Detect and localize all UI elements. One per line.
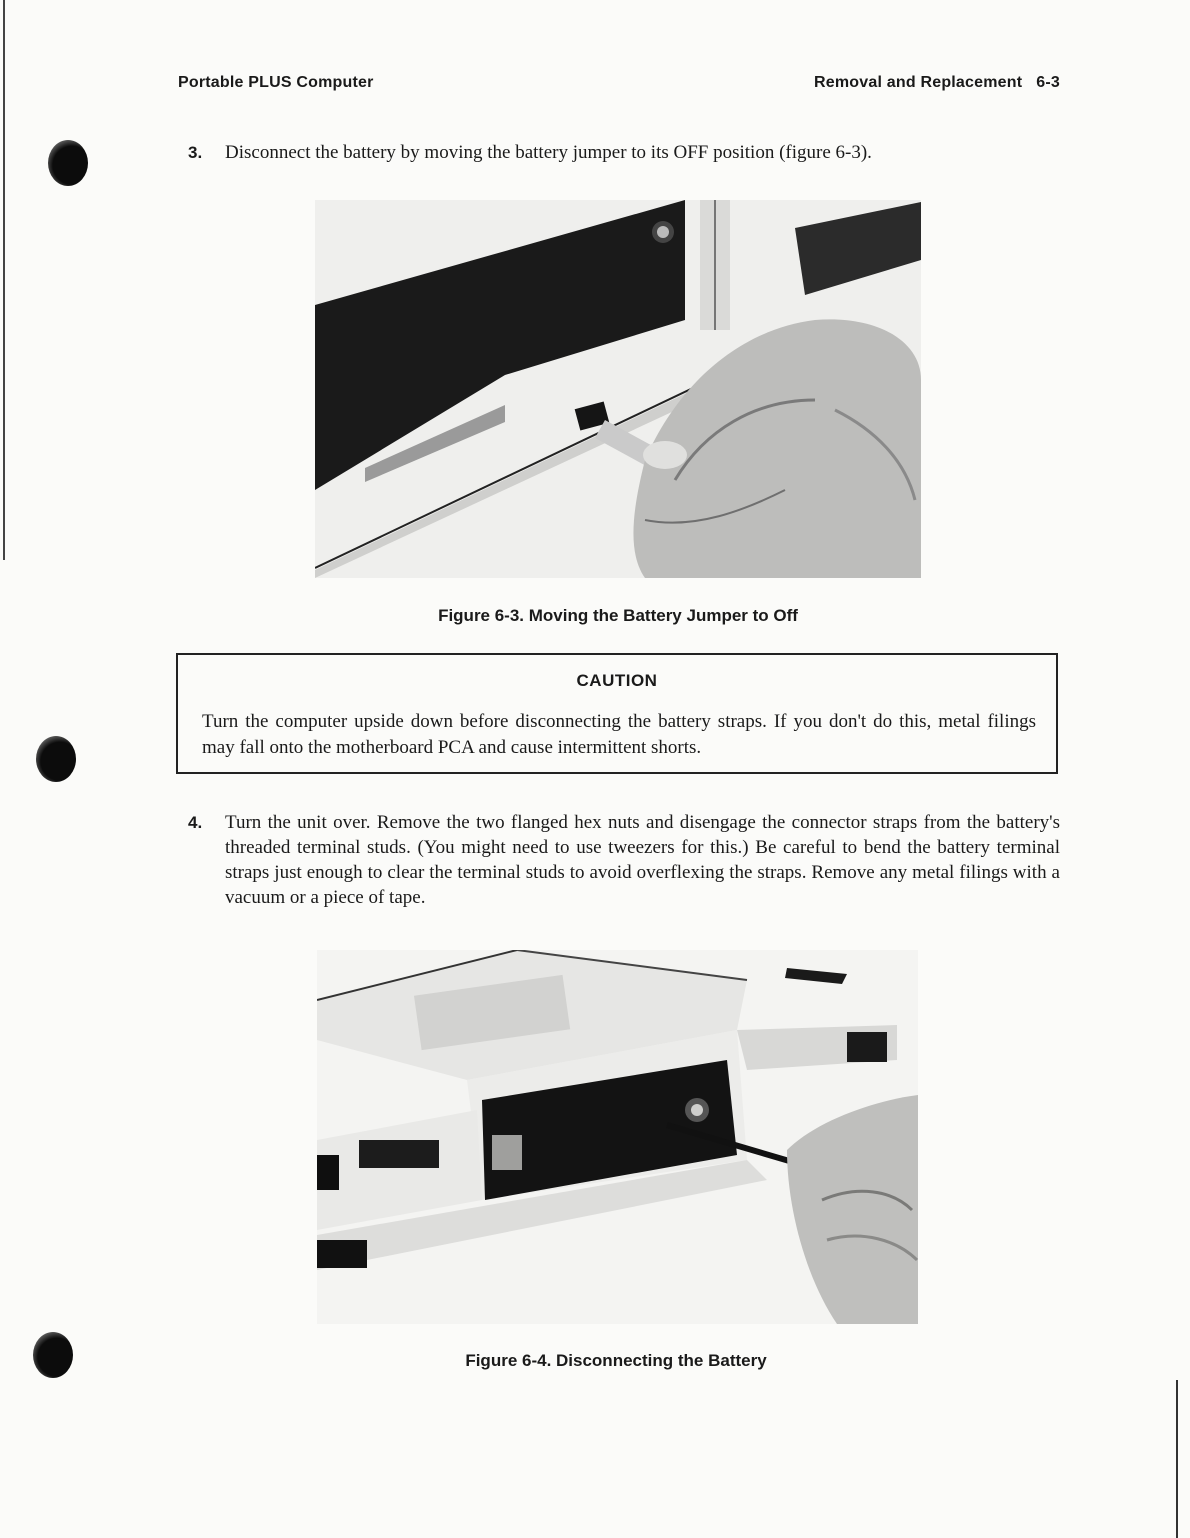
figure-6-3-photo (315, 200, 921, 578)
page-number: 6-3 (1036, 74, 1060, 91)
caution-box (176, 653, 1058, 774)
binder-hole (48, 140, 88, 186)
page-edge (1176, 1380, 1178, 1538)
caution-title: CAUTION (576, 671, 658, 690)
step-4 (188, 810, 1060, 910)
section-title: Removal and Replacement (814, 74, 1023, 91)
step-text: Disconnect the battery by moving the battery jumper to its OFF position (figure 6-3). (225, 142, 872, 163)
page-edge (3, 0, 5, 560)
running-header-section (814, 74, 1060, 92)
step-3 (188, 140, 1008, 165)
battery-disconnect-photo (317, 950, 918, 1324)
figure-caption: Figure 6-3. Moving the Battery Jumper to Off (438, 606, 798, 625)
step-text: Turn the unit over. Remove the two flanged hex nuts and disengage the connector straps from the battery's threaded terminal studs. (You might need to use tweezers for this.) Be careful to bend the battery terminal straps just enough to clear the terminal studs to avoid overflexing the straps. Remove any metal filings with a vacuum or a piece of tape. (225, 812, 1060, 908)
binder-hole (36, 736, 76, 782)
running-header-title: Portable PLUS Computer (178, 74, 374, 91)
caution-text: Turn the computer upside down before disconnecting the battery straps. If you don't do this, metal filings may fall onto the motherboard PCA and cause intermittent shorts. (202, 711, 1036, 758)
step-number: 4. (188, 813, 203, 832)
battery-jumper-photo (315, 200, 921, 578)
figure-caption: Figure 6-4. Disconnecting the Battery (465, 1351, 767, 1370)
step-number: 3. (188, 143, 203, 162)
figure-6-4-photo (317, 950, 918, 1324)
